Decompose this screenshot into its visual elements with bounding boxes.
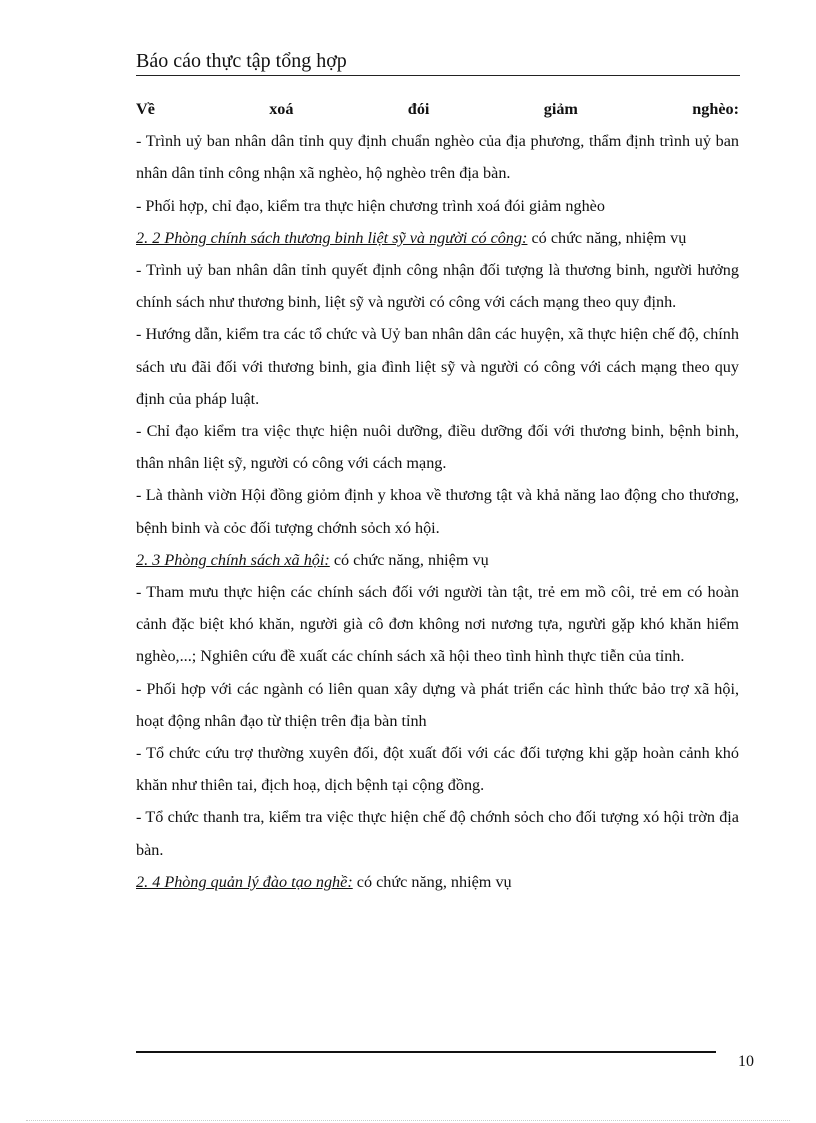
footer-divider xyxy=(136,1051,716,1053)
paragraph: - Là thành viờn Hội đồng giỏm định y khoa về thương tật và khả năng lao động cho thương, bệnh binh và cỏc đối tượng chớnh sỏch xó hội. xyxy=(136,486,739,537)
paragraph: - Phối hợp với các ngành có liên quan xây dựng và phát triển các hình thức bảo trợ xã hội, hoạt động nhân đạo từ thiện trên địa bàn tỉnh xyxy=(136,679,739,730)
paragraph: - Chỉ đạo kiểm tra việc thực hiện nuôi dưỡng, điều dưỡng đối với thương binh, bệnh binh, thân nhân liệt sỹ, người có công với cách mạng. xyxy=(136,422,739,473)
paragraph: - Phối hợp, chỉ đạo, kiểm tra thực hiện chương trình xoá đói giảm nghèo xyxy=(136,196,605,215)
section-heading xyxy=(136,544,739,576)
paragraph: - Trình uỷ ban nhân dân tỉnh quy định chuẩn nghèo của địa phương, thẩm định trình uỷ ban nhân dân tỉnh công nhận xã nghèo, hộ nghèo trên địa bàn. xyxy=(136,132,739,183)
section-title-rest: có chức năng, nhiệm vụ xyxy=(527,228,687,247)
section-heading xyxy=(136,866,739,898)
section-heading xyxy=(136,222,739,254)
document-body xyxy=(136,93,739,898)
paragraph: - Tổ chức thanh tra, kiểm tra việc thực hiện chế độ chớnh sỏch cho đối tượng xó hội trờn địa bàn. xyxy=(136,808,739,859)
paragraph: - Tham mưu thực hiện các chính sách đối với người tàn tật, trẻ em mồ côi, trẻ em có hoàn cảnh đặc biệt khó khăn, người già cô đơn không nơi nương tựa, ngưừi gặp khó khăn hiểm nghèo,...; Nghiên cứu đề xuất các chính sách xã hội theo tình hình thực tiễn của tỉnh. xyxy=(136,583,739,666)
paragraph-heading: Về xoá đói giảm nghèo: xyxy=(136,100,739,118)
page-number: 10 xyxy=(738,1053,754,1070)
section-title: 2. 2 Phòng chính sách thương binh liệt sỹ và người có công: xyxy=(136,228,528,247)
section-title-rest: có chức năng, nhiệm vụ xyxy=(329,550,489,569)
paragraph: - Trình uỷ ban nhân dân tỉnh quyết định công nhận đối tượng là thương binh, người hưởng chính sách như thương binh, liệt sỹ và người có công với cách mạng theo quy định. xyxy=(136,261,739,312)
page-header xyxy=(136,48,740,76)
section-title: 2. 3 Phòng chính sách xã hội: xyxy=(136,550,330,569)
paragraph: - Tổ chức cứu trợ thường xuyên đối, đột xuất đối với các đối tượng khi gặp hoàn cảnh khó khăn như thiên tai, địch hoạ, dịch bệnh tại cộng đồng. xyxy=(136,744,739,795)
header-title: Báo cáo thực tập tổng hợp xyxy=(136,50,347,72)
page-edge-divider xyxy=(26,1120,790,1121)
section-title-rest: có chức năng, nhiệm vụ xyxy=(352,872,512,891)
section-title: 2. 4 Phòng quản lý đào tạo nghề: xyxy=(136,872,353,891)
paragraph: - Hướng dẫn, kiểm tra các tổ chức và Uỷ ban nhân dân các huyện, xã thực hiện chế độ, chính sách ưu đãi đối với thương binh, gia đình liệt sỹ và người có công với cách mạng theo quy định của pháp luật. xyxy=(136,325,739,408)
